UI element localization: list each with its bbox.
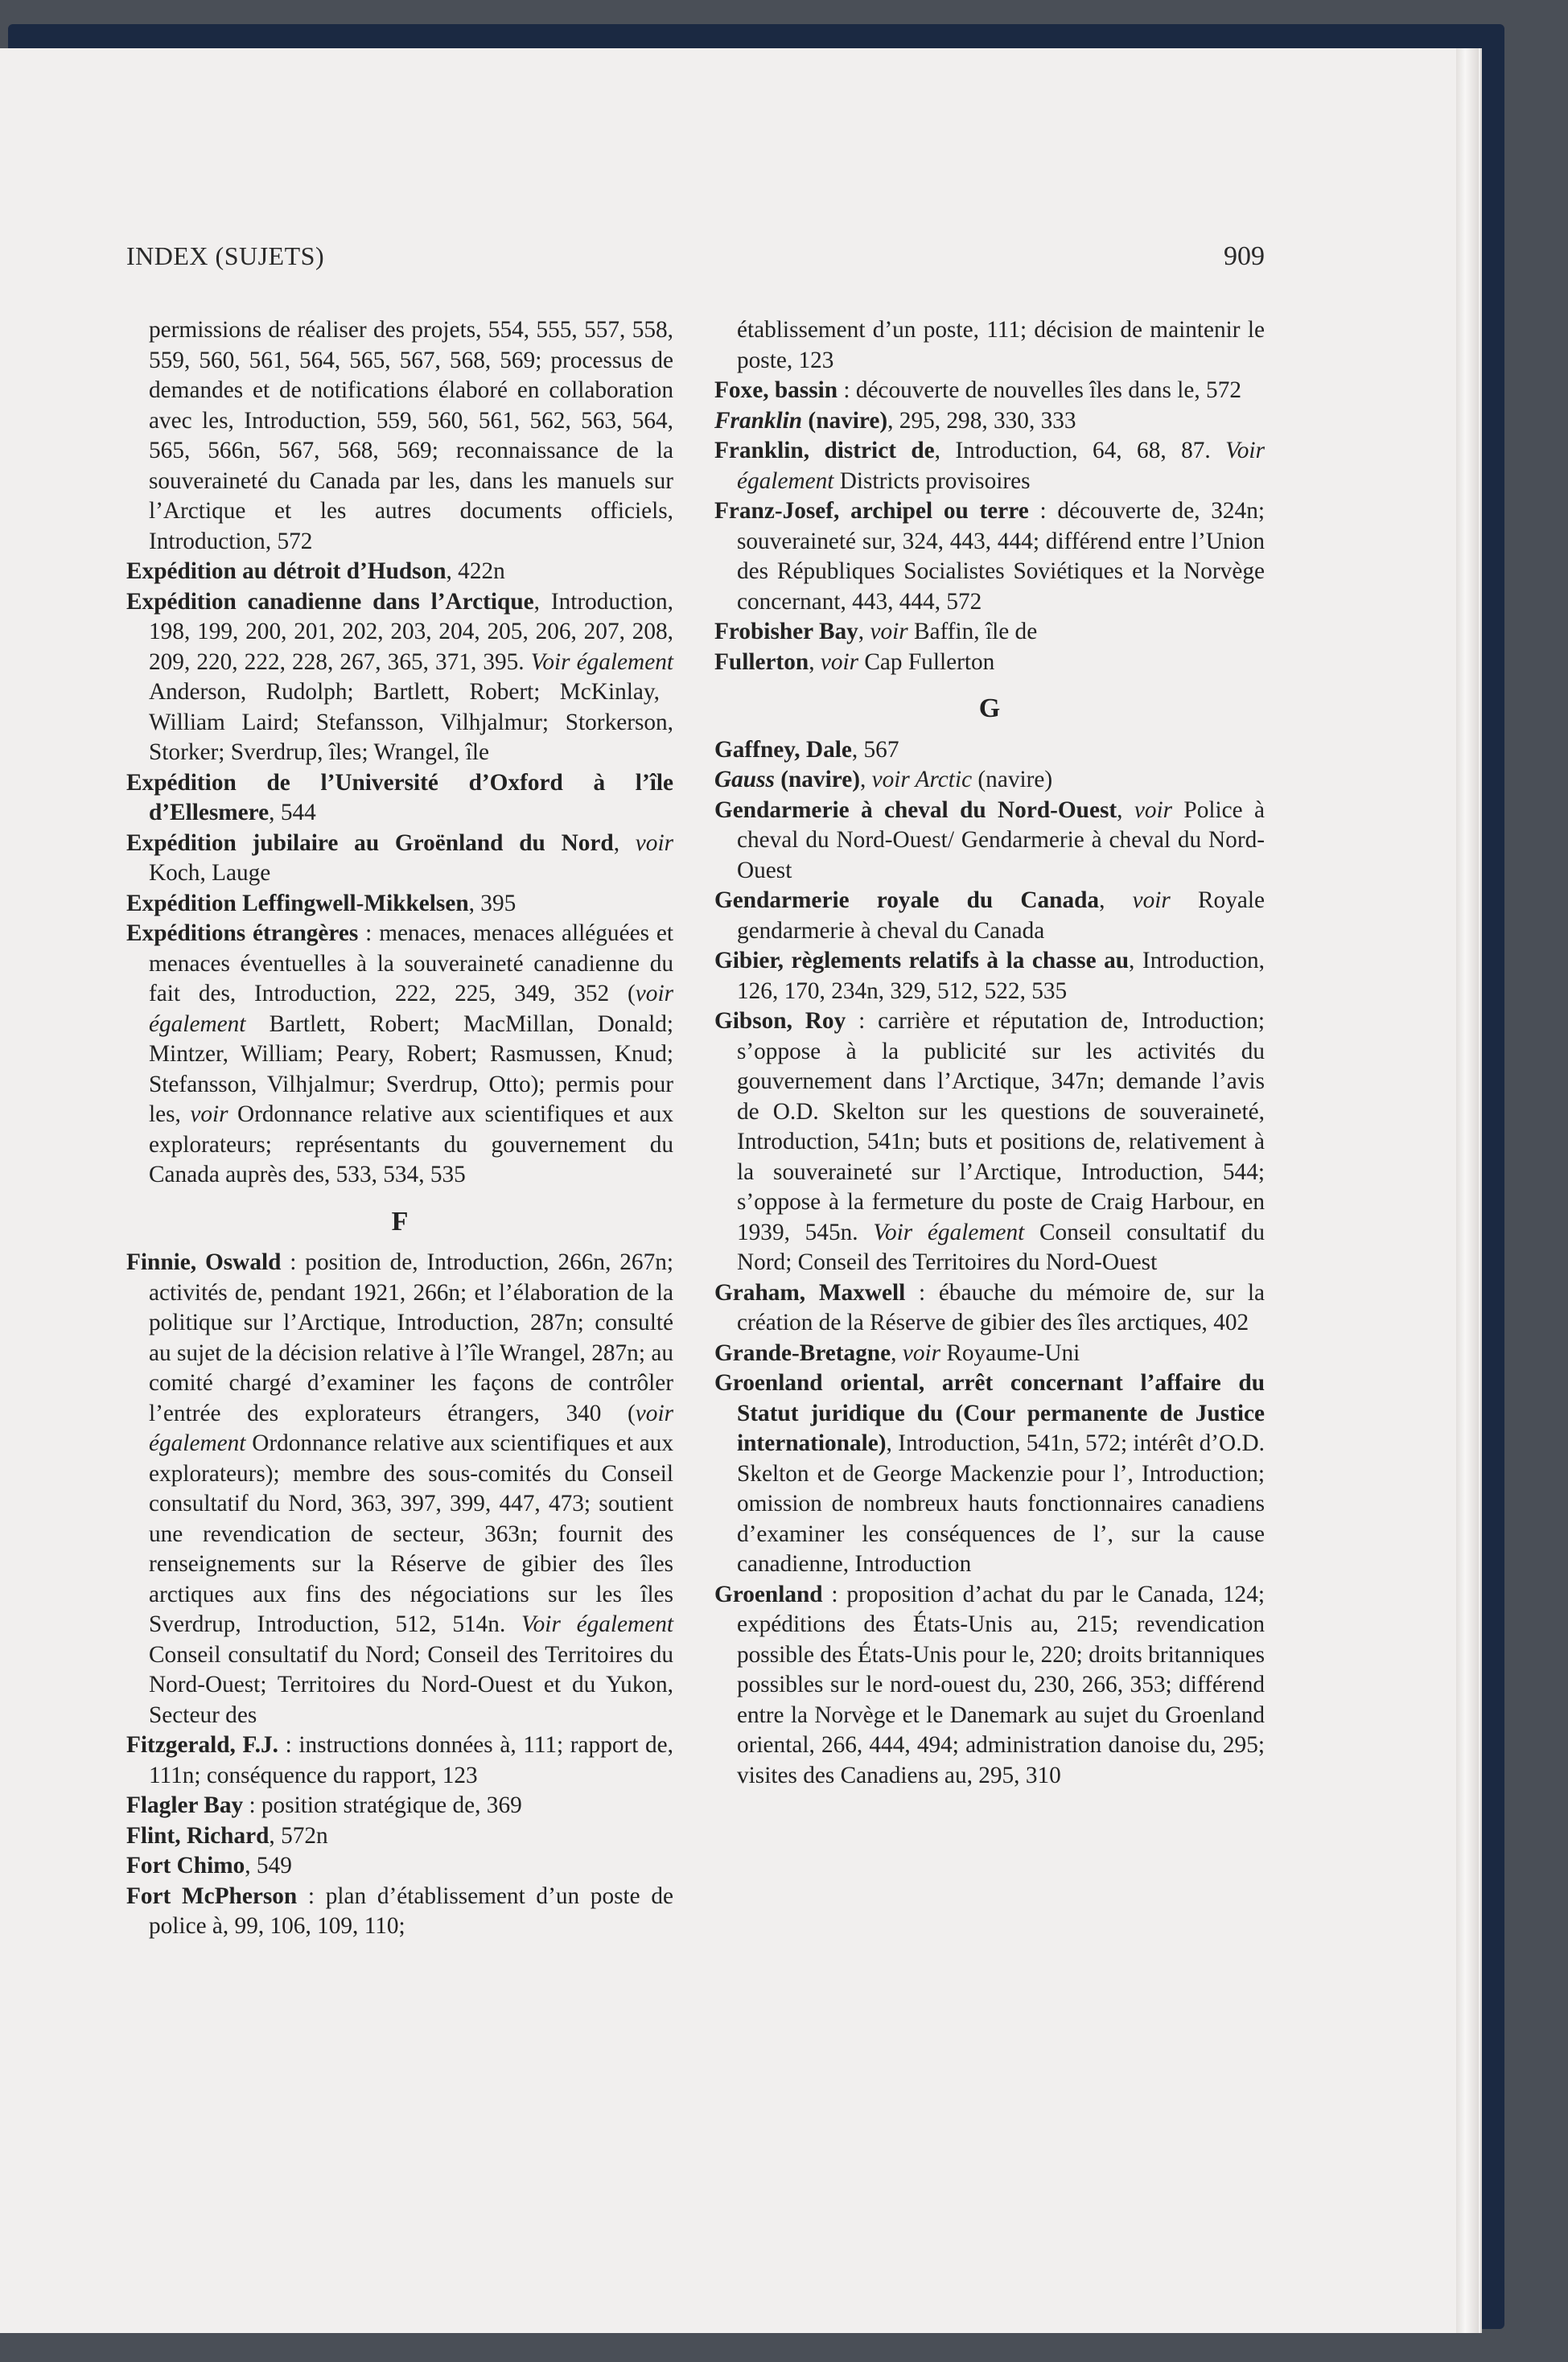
- cross-reference: voir: [190, 1101, 228, 1127]
- entry-text: , 395: [468, 890, 516, 916]
- entry-heading: Fullerton: [714, 648, 809, 675]
- entry-text: : découverte de nouvelles îles dans le, 572: [838, 377, 1241, 403]
- entry-text: Conseil consultatif du Nord; Conseil des Territoires du Nord-Ouest: [737, 1219, 1265, 1275]
- entry-heading-italic: Gauss: [714, 767, 775, 792]
- entry-heading: Expéditions étrangères: [126, 920, 359, 946]
- entry-text: permissions de réaliser des projets, 554, 555, 557, 558, 559, 560, 561, 564, 565, 567, 568, 569; processus de demandes et de notifications élaboré en collaboration avec les, Introduction, 559, 560, 561, 562, 563, 564, 565, 566n, 567, 568, 569; reconnaissance de la souveraineté du Canada par les, dans les manuels sur l’Arctique et les autres documents officiels, Introduction, 572: [149, 317, 673, 554]
- cross-reference: voir également: [149, 1400, 673, 1456]
- index-entry: [714, 617, 1265, 648]
- entry-text: : instructions données à, 111; rapport de, 111n; conséquence du rapport, 123: [149, 1732, 673, 1788]
- entry-text: , 572n: [269, 1822, 328, 1849]
- entry-text: Baffin, île de: [907, 619, 1038, 644]
- index-entry: [714, 735, 1265, 766]
- index-entry: [126, 1248, 673, 1730]
- entry-text: : menaces, menaces alléguées et menaces éventuelles à la souveraineté canadienne du fait des, Introduction, 222, 225, 349, 352 (: [149, 920, 674, 1006]
- entry-heading: Foxe, bassin: [714, 377, 838, 403]
- entry-heading: Groenland: [714, 1581, 823, 1607]
- entry-heading: (navire): [774, 767, 860, 792]
- entry-text: , 549: [245, 1853, 292, 1878]
- index-entry: [126, 1730, 673, 1791]
- entry-heading: Fitzgerald, F.J.: [126, 1732, 278, 1758]
- entry-text: : découverte de, 324n; souveraineté sur, 324, 443, 444; différend entre l’Union des Républiques Socialistes Soviétiques et la Norvège concernant, 443, 444, 572: [737, 498, 1265, 615]
- page-edge: [1456, 48, 1479, 2333]
- index-entry: [714, 496, 1265, 617]
- index-entry: [714, 1368, 1265, 1580]
- index-entry: [714, 315, 1265, 376]
- entry-text: : plan d’établissement d’un poste de police à, 99, 106, 109, 110;: [149, 1883, 673, 1939]
- entry-heading: Gaffney, Dale: [714, 736, 852, 763]
- index-entry: [714, 796, 1265, 887]
- entry-text: Anderson, Rudolph; Bartlett, Robert; McKinlay, William Laird; Stefansson, Vilhjalmur; Storkerson, Storker; Sverdrup, îles; Wrangel, île: [149, 679, 673, 765]
- cross-reference: Voir également: [521, 1611, 673, 1637]
- index-entry: [126, 1821, 673, 1852]
- index-entry: [126, 829, 673, 889]
- entry-text: Ordonnance relative aux scientifiques et aux explorateurs; représentants du gouvernement du Canada auprès des, 533, 534, 535: [149, 1101, 673, 1187]
- entry-text: ,: [858, 619, 870, 644]
- running-title: INDEX (SUJETS): [126, 241, 325, 270]
- entry-heading: Graham, Maxwell: [714, 1279, 906, 1306]
- entry-text: ,: [809, 648, 821, 675]
- entry-heading: Frobisher Bay: [714, 619, 858, 644]
- entry-text: , 567: [851, 736, 899, 763]
- cross-reference: voir également: [149, 981, 673, 1037]
- entry-text: Royaume-Uni: [940, 1339, 1080, 1366]
- entry-text: , 544: [269, 800, 316, 825]
- entry-text: , Introduction, 64, 68, 87.: [934, 438, 1226, 463]
- cross-reference: voir: [902, 1339, 941, 1366]
- entry-text: Koch, Lauge: [149, 860, 271, 886]
- index-entry: [126, 1882, 673, 1942]
- index-column-right: [714, 315, 1265, 1791]
- entry-text: ,: [1099, 887, 1133, 913]
- entry-text: : proposition d’achat du par le Canada, 124; expéditions des États-Unis au, 215; revendication possible des États-Unis pour le, 220; droits britanniques possibles sur le nord-ouest du, 230, 266, 353; différend entre la Norvège et le Danemark au sujet du Groenland oriental, 266, 444, 494; administration danoise du, 295; visites des Canadiens au, 295, 310: [737, 1581, 1265, 1788]
- entry-heading: Expédition jubilaire au Groënland du Nord: [126, 829, 614, 856]
- index-column-left: [126, 315, 673, 1942]
- entry-text: : position de, Introduction, 266n, 267n; activités de, pendant 1921, 266n; et l’élaboration de la politique sur l’Arctique, Introduction, 287n; consulté au sujet de la décision relative à l’île Wrangel, 287n; au comité chargé d’examiner les façons de contrôler l’entrée des explorateurs étrangers, 340 (: [149, 1249, 674, 1426]
- index-entry: [126, 557, 673, 587]
- entry-heading: Flint, Richard: [126, 1822, 270, 1849]
- entry-heading: Franz-Josef, archipel ou terre: [714, 498, 1029, 524]
- entry-text: ,: [613, 829, 636, 856]
- entry-heading: Expédition de l’Université d’Oxford à l’île d’Ellesmere: [126, 769, 673, 825]
- entry-text: (navire): [972, 767, 1053, 792]
- cross-reference: voir: [820, 648, 859, 675]
- index-entry: [126, 315, 673, 557]
- cross-reference: voir: [1134, 796, 1173, 823]
- cross-reference: voir: [870, 619, 908, 644]
- entry-heading: Gendarmerie à cheval du Nord-Ouest: [714, 796, 1117, 823]
- entry-text: Ordonnance relative aux scientifiques et aux explorateurs); membre des sous-comités du Conseil consultatif du Nord, 363, 397, 399, 447, 473; soutient une revendication de secteur, 363n; fournit des renseignements sur la Réserve de gibier des îles arctiques aux fins des négociations sur les îles Sverdrup, Introduction, 512, 514n.: [149, 1430, 673, 1637]
- entry-heading: Fort McPherson: [126, 1883, 298, 1909]
- index-entry: [714, 1580, 1265, 1792]
- index-entry: [714, 648, 1265, 678]
- index-entry: [126, 1851, 673, 1882]
- entry-heading: Expédition au détroit d’Hudson: [126, 558, 447, 584]
- entry-text: ,: [1117, 796, 1134, 823]
- index-entry: [714, 1006, 1265, 1278]
- entry-text: : carrière et réputation de, Introduction; s’oppose à la publicité sur les activités du gouvernement dans l’Arctique, 347n; demande l’avis de O.D. Skelton sur les questions de souveraineté, Introduction, 541n; buts et positions de, relativement à la souveraineté sur l’Arctique, Introduction, 544; s’oppose à la fermeture du poste de Craig Harbour, en 1939, 545n.: [737, 1008, 1265, 1245]
- entry-text: ,: [891, 1339, 903, 1366]
- entry-text: ,: [859, 767, 872, 792]
- entry-text: , Introduction, 541n, 572; intérêt d’O.D. Skelton et de George Mackenzie pour l’, Introduction; omission de nombreux hauts fonctionnaires canadiens d’examiner les conséquences de l’, sur la cause canadienne, Introduction: [737, 1430, 1265, 1577]
- entry-text: , Introduction, 126, 170, 234n, 329, 512, 522, 535: [737, 948, 1265, 1004]
- entry-text: Conseil consultatif du Nord; Conseil des Territoires du Nord-Ouest; Territoires du Nord-Ouest et du Yukon, Secteur des: [149, 1641, 673, 1728]
- index-entry: [714, 946, 1265, 1006]
- entry-text: , Introduction, 198, 199, 200, 201, 202, 203, 204, 205, 206, 207, 208, 209, 220, 222, 228, 267, 365, 371, 395.: [149, 588, 673, 675]
- entry-heading: Flagler Bay: [126, 1792, 244, 1818]
- section-letter: F: [391, 1206, 409, 1237]
- index-entry: [126, 768, 673, 829]
- entry-heading: Gibson, Roy: [714, 1008, 846, 1034]
- index-entry: [714, 376, 1265, 406]
- entry-text: , 295, 298, 330, 333: [887, 407, 1076, 434]
- index-entry: [126, 1791, 673, 1821]
- index-entry: [126, 919, 673, 1191]
- page-number: 909: [1224, 241, 1265, 271]
- entry-text: : ébauche du mémoire de, sur la création de la Réserve de gibier des îles arctiques, 402: [737, 1279, 1266, 1335]
- cross-reference: voir Arctic: [871, 767, 973, 792]
- cross-reference: voir: [635, 829, 673, 856]
- entry-heading: Gibier, règlements relatifs à la chasse au: [714, 948, 1130, 973]
- entry-heading: Grande-Bretagne: [714, 1339, 891, 1366]
- entry-heading: Expédition Leffingwell-Mikkelsen: [126, 890, 469, 916]
- entry-text: Police à cheval du Nord-Ouest/ Gendarmerie à cheval du Nord-Ouest: [737, 796, 1265, 883]
- entry-heading: (navire): [802, 407, 888, 434]
- section-letter: G: [978, 693, 1001, 723]
- index-entry: [714, 886, 1265, 946]
- cross-reference: Voir également: [737, 438, 1265, 494]
- index-entry: [126, 889, 673, 920]
- entry-heading: Gendarmerie royale du Canada: [714, 887, 1100, 913]
- entry-text: Royale gendarmerie à cheval du Canada: [737, 887, 1266, 944]
- index-entry: [714, 765, 1265, 796]
- entry-text: : position stratégique de, 369: [243, 1792, 522, 1818]
- entry-heading: Expédition canadienne dans l’Arctique: [126, 588, 534, 615]
- running-header: [126, 241, 1265, 282]
- entry-text: Bartlett, Robert; MacMillan, Donald; Mintzer, William; Peary, Robert; Rasmussen, Knud; Stefansson, Vilhjalmur; Sverdrup, Otto); permis pour les,: [149, 1010, 673, 1127]
- entry-text: Cap Fullerton: [858, 648, 995, 675]
- entry-heading: Franklin, district de: [714, 438, 935, 463]
- index-entry: [714, 436, 1265, 496]
- cross-reference: voir: [1132, 887, 1171, 913]
- cross-reference: Voir également: [530, 648, 673, 675]
- index-entry: [714, 1278, 1265, 1339]
- cross-reference: Voir également: [873, 1219, 1025, 1245]
- index-entry: [714, 1339, 1265, 1369]
- entry-heading: Finnie, Oswald: [126, 1249, 282, 1275]
- index-entry: [126, 587, 673, 768]
- entry-text: établissement d’un poste, 111; décision de maintenir le poste, 123: [737, 317, 1265, 373]
- index-entry: [714, 406, 1265, 437]
- entry-heading: Groenland oriental, arrêt concernant l’affaire du Statut juridique du (Cour permanente de Justice internationale): [714, 1370, 1265, 1456]
- entry-text: Districts provisoires: [833, 467, 1031, 494]
- entry-text: , 422n: [446, 558, 505, 584]
- entry-heading-italic: Franklin: [714, 407, 803, 434]
- entry-heading: Fort Chimo: [126, 1853, 245, 1878]
